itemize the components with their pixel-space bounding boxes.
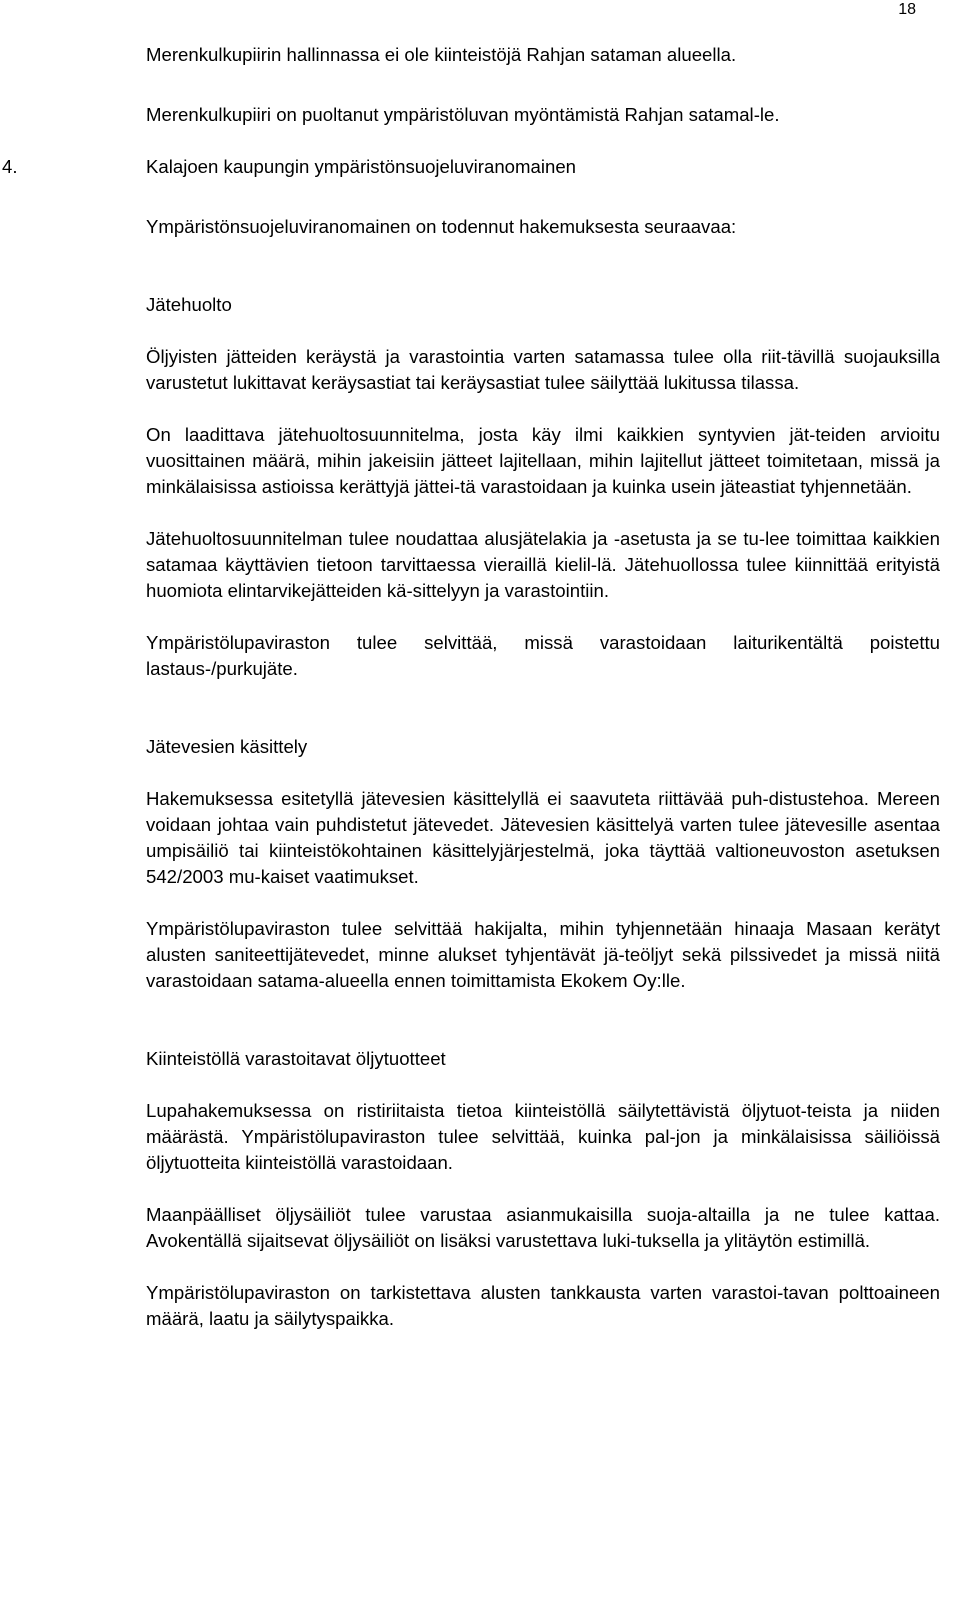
paragraph: Jätehuoltosuunnitelman tulee noudattaa alusjätelakia ja -asetusta ja se tu-lee toimittaa kaikkien satamaa käyttävien tietoon tarvittaessa vieraillä kielil-lä. Jätehuollossa tulee kiinnittää erityistä huomiota elintarvikejätteiden kä-sittelyyn ja varastointiin.	[146, 528, 940, 601]
section-heading	[2, 154, 940, 180]
section-lead: Ympäristönsuojeluviranomainen on todennut hakemuksesta seuraavaa:	[146, 216, 737, 237]
subsection-title-oljytuotteet: Kiinteistöllä varastoitavat öljytuotteet	[146, 1048, 446, 1069]
document-body	[2, 42, 940, 1332]
paragraph: Ympäristölupaviraston tulee selvittää hakijalta, mihin tyhjennetään hinaaja Masaan kerätyt alusten saniteettijätevedet, minne alukset tyhjentävät jä-teöljyt sekä pilssivedet ja missä niitä varastoidaan satama-alueella ennen toimittamista Ekokem Oy:lle.	[146, 918, 940, 991]
subsection-title-jatehuolto: Jätehuolto	[146, 294, 232, 315]
paragraph: Lupahakemuksessa on ristiriitaista tietoa kiinteistöllä säilytettävistä öljytuot-teista ja niiden määrästä. Ympäristölupaviraston tulee selvittää, kuinka pal-jon ja minkälaisissa säiliöissä öljytuotteita kiinteistöllä varastoidaan.	[146, 1100, 940, 1173]
subsection-title-jatevesien-kasittely: Jätevesien käsittely	[146, 736, 308, 757]
paragraph: On laadittava jätehuoltosuunnitelma, josta käy ilmi kaikkien syntyvien jät-teiden arvioitu vuosittainen määrä, mihin jakeisiin jätteet lajitellaan, mihin lajitellut jätteet toimitetaan, missä ja minkälaisissa astioissa kerättyjä jättei-tä varastoidaan ja kuinka usein jäteastiat tyhjennetään.	[146, 424, 940, 497]
paragraph: Hakemuksessa esitetyllä jätevesien käsittelyllä ei saavuteta riittävää puh-distustehoa. Mereen voidaan johtaa vain puhdistetut jätevedet. Jätevesien käsittelyä varten tulee jätevesille asentaa umpisäiliö tai kiinteistökohtainen käsittelyjärjestelmä, joka täyttää valtioneuvoston asetuksen 542/2003 mu-kaiset vaatimukset.	[146, 788, 940, 887]
intro-paragraph-2: Merenkulkupiiri on puoltanut ympäristöluvan myöntämistä Rahjan satamal-le.	[146, 104, 780, 125]
intro-paragraph-1: Merenkulkupiirin hallinnassa ei ole kiinteistöjä Rahjan sataman alueella.	[146, 44, 737, 65]
paragraph: Öljyisten jätteiden keräystä ja varastointia varten satamassa tulee olla riit-tävillä suojauksilla varustetut lukittavat keräysastiat tai keräysastiat tulee säilyttää lukitussa tilassa.	[146, 346, 940, 393]
paragraph: Maanpäälliset öljysäiliöt tulee varustaa asianmukaisilla suoja-altailla ja ne tulee kattaa. Avokentällä sijaitsevat öljysäiliöt on lisäksi varustettava luki-tuksella ja ylitäytön estimillä.	[146, 1204, 940, 1251]
section-number: 4.	[2, 156, 18, 177]
paragraph: Ympäristölupaviraston on tarkistettava alusten tankkausta varten varastoi-tavan polttoaineen määrä, laatu ja säilytyspaikka.	[146, 1282, 940, 1329]
section-title: Kalajoen kaupungin ympäristönsuojeluviranomainen	[146, 156, 576, 177]
page-number: 18	[898, 1, 916, 18]
paragraph: Ympäristölupaviraston tulee selvittää, missä varastoidaan laiturikentältä poistettu lastaus-/purkujäte.	[146, 632, 940, 679]
